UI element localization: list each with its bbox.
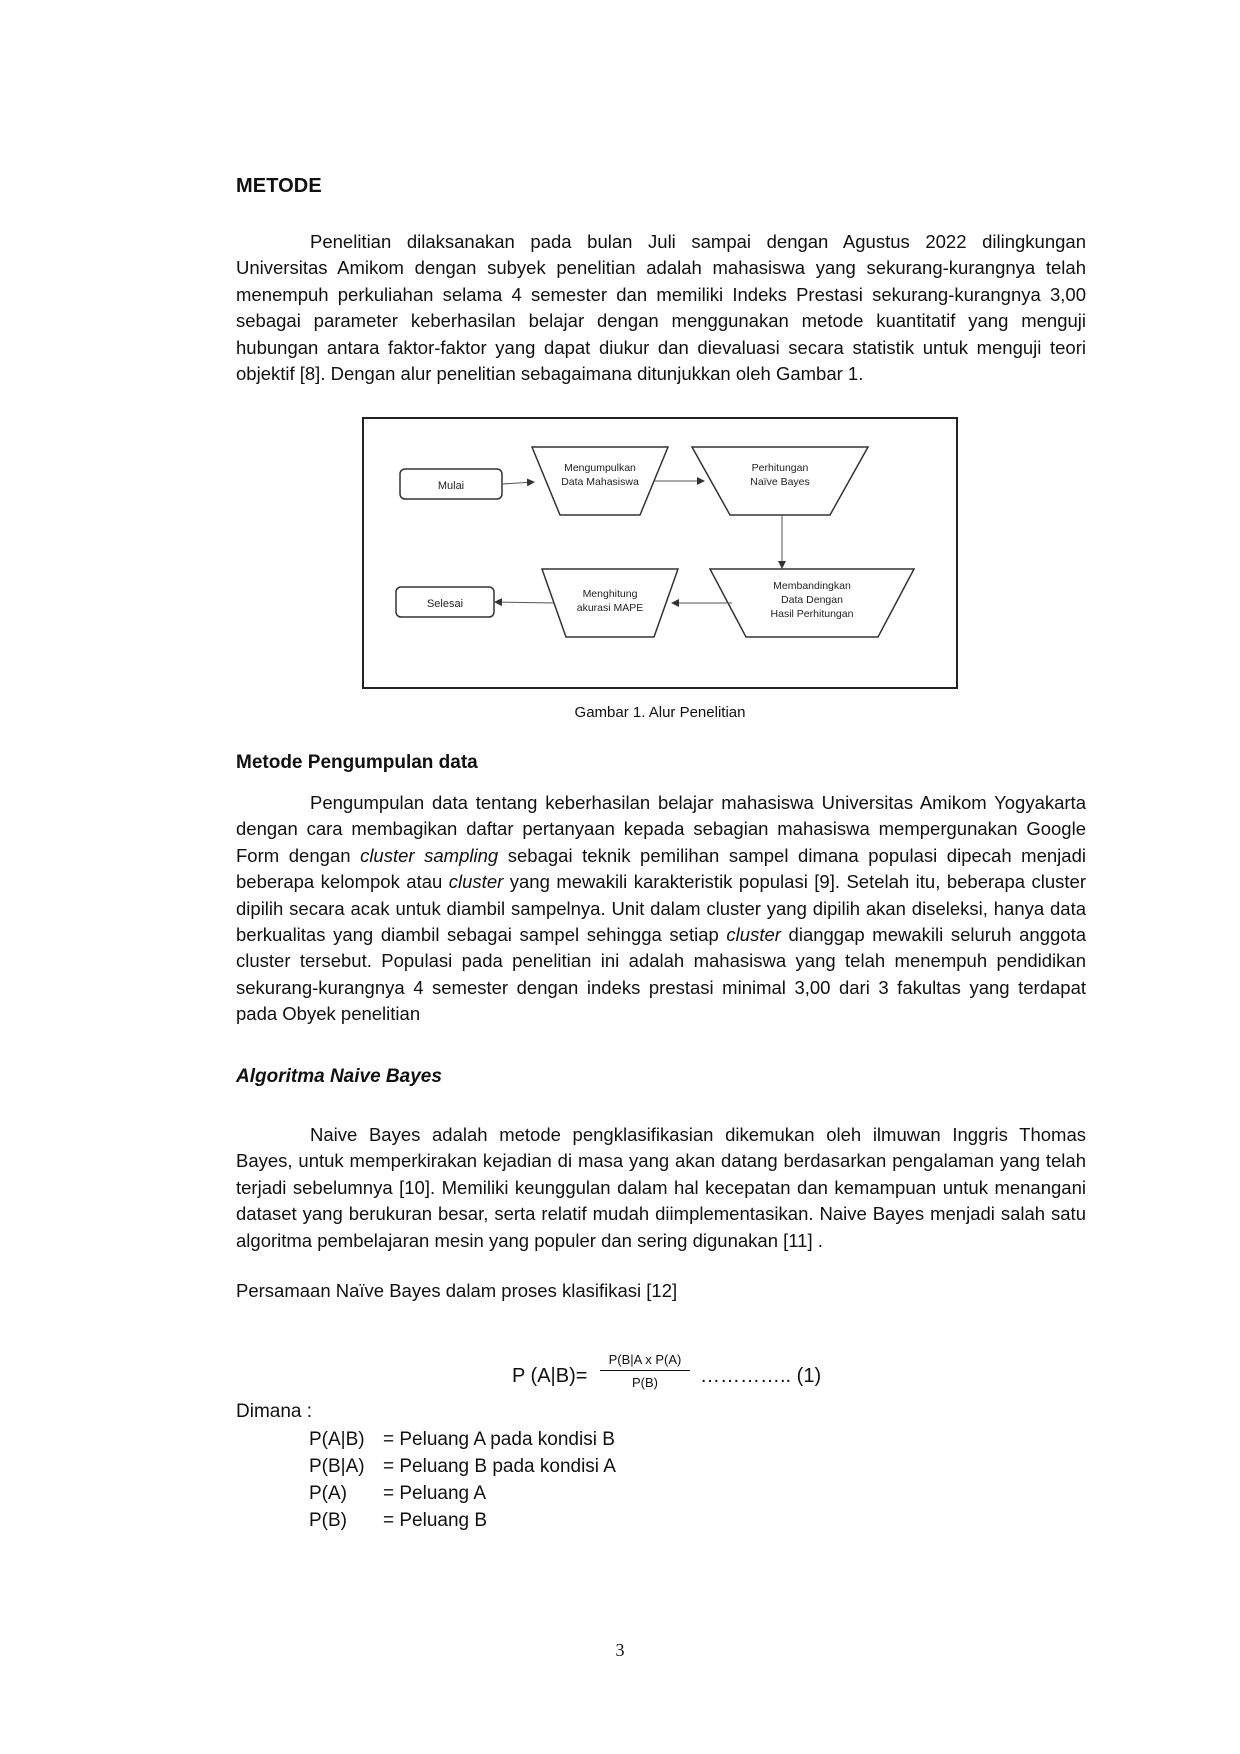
flow-compare-node — [710, 569, 914, 637]
equation-fraction — [600, 1352, 690, 1390]
flow-compute-node — [692, 447, 868, 515]
flow-start-label: Mulai — [437, 480, 465, 492]
definition-symbol: P(A) — [309, 1483, 347, 1504]
paragraph-data-collection — [236, 790, 1086, 1028]
flow-compute-label-1: Perhitungan — [751, 462, 809, 474]
flow-collect-label-1: Mengumpulkan — [564, 462, 636, 474]
arrow-start-to-collect — [502, 482, 534, 484]
flow-compare-label-3: Hasil Perhitungan — [770, 608, 854, 620]
definition-symbol: P(A|B) — [309, 1429, 365, 1450]
flow-end-label: Selesai — [426, 598, 464, 610]
flow-compare-label-2: Data Dengan — [781, 594, 843, 606]
flow-mape-label-1: Menghitung — [582, 588, 638, 600]
italic-term: cluster — [726, 924, 781, 946]
definition-symbol: P(B|A) — [309, 1456, 365, 1477]
subsection-data-collection: Metode Pengumpulan data — [236, 752, 478, 773]
equation-lhs: P (A|B)= — [512, 1365, 588, 1387]
equation-numerator: P(B|A x P(A) — [600, 1352, 690, 1371]
flow-end-node — [396, 587, 494, 617]
flow-start-node — [400, 469, 502, 499]
text-run: Pengumpulan data tentang keberhasilan belajar mahasiswa Universitas Amikom Yogyakarta dengan cara membagikan daftar pertanyaan kepada sebagian mahasiswa mempergunakan Google Form dengan — [236, 792, 1086, 866]
flow-collect-label-2: Data Mahasiswa — [561, 476, 639, 488]
definitions-list — [309, 1426, 616, 1534]
definition-row — [309, 1453, 616, 1480]
definition-symbol: P(B) — [309, 1510, 347, 1531]
flow-compute-label-2: Naïve Bayes — [750, 476, 810, 488]
where-label: Dimana : — [236, 1401, 313, 1422]
flow-collect-node — [532, 447, 668, 515]
definition-row — [309, 1507, 616, 1534]
flow-compare-label-1: Membandingkan — [773, 580, 851, 592]
definition-meaning: = Peluang A pada kondisi B — [383, 1429, 615, 1450]
section-title: METODE — [236, 175, 322, 197]
subsection-naive-bayes: Algoritma Naive Bayes — [236, 1066, 442, 1087]
italic-term: cluster — [448, 871, 504, 893]
equation-intro: Persamaan Naïve Bayes dalam proses klasifikasi [12] — [236, 1280, 678, 1301]
paragraph-method-intro: Penelitian dilaksanakan pada bulan Juli sampai dengan Agustus 2022 dilingkungan Universitas Amikom dengan subyek penelitian adalah mahasiswa yang sekurang-kurangnya telah menempuh perkuliahan selama 4 semester dan memiliki Indeks Prestasi sekurang-kurangnya 3,00 sebagai parameter keberhasilan belajar dengan menggunakan metode kuantitatif yang menguji hubungan antara faktor-faktor yang dapat diukur dan dievaluasi secara statistik untuk menguji teori objektif [8]. Dengan alur penelitian sebagaimana ditunjukkan oleh Gambar 1. — [236, 231, 1086, 385]
page-number: 3 — [615, 1640, 625, 1660]
paragraph-naive-bayes: Naive Bayes adalah metode pengklasifikasian dikemukan oleh ilmuwan Inggris Thomas Bayes, untuk memperkirakan kejadian di masa yang akan datang berdasarkan pengalaman yang telah terjadi sebelumnya [10]. Memiliki keunggulan dalam hal kecepatan dan kemampuan untuk menangani dataset yang berukuran besar, serta relatif mudah diimplementasikan. Naive Bayes menjadi salah satu algoritma pembelajaran mesin yang populer dan sering digunakan [11] . — [236, 1124, 1086, 1251]
text-run: dianggap mewakili seluruh anggota cluster tersebut. Populasi pada penelitian ini adalah mahasiswa yang telah menempuh pendidikan sekurang-kurangnya 4 semester dengan indeks prestasi minimal 3,00 dari 3 fakultas yang terdapat pada Obyek penelitian — [236, 924, 1086, 1025]
definition-row — [309, 1426, 616, 1453]
flow-mape-node — [542, 569, 678, 637]
italic-term: cluster sampling — [360, 844, 499, 866]
definition-meaning: = Peluang B — [383, 1510, 488, 1531]
equation-number: ………….. (1) — [700, 1365, 822, 1387]
arrow-mape-to-end — [495, 602, 554, 603]
text-run: yang mewakili karakteristik populasi [9]. Setelah itu, beberapa cluster dipilih secara acak untuk diambil sampelnya. Unit dalam cluster yang dipilih akan diseleksi, hanya data berkualitas yang diambil sebagai sampel sehingga setiap — [236, 871, 1086, 946]
text-run: sebagai teknik pemilihan sampel dimana populasi dipecah menjadi beberapa kelompok atau — [236, 844, 1086, 893]
definition-meaning: = Peluang A — [383, 1483, 487, 1504]
definition-row — [309, 1480, 616, 1507]
figure-caption: Gambar 1. Alur Penelitian — [574, 704, 746, 721]
definition-meaning: = Peluang B pada kondisi A — [383, 1456, 616, 1477]
equation-denominator: P(B) — [632, 1375, 658, 1390]
figure-research-flow — [362, 417, 958, 689]
flow-mape-label-2: akurasi MAPE — [576, 602, 644, 614]
